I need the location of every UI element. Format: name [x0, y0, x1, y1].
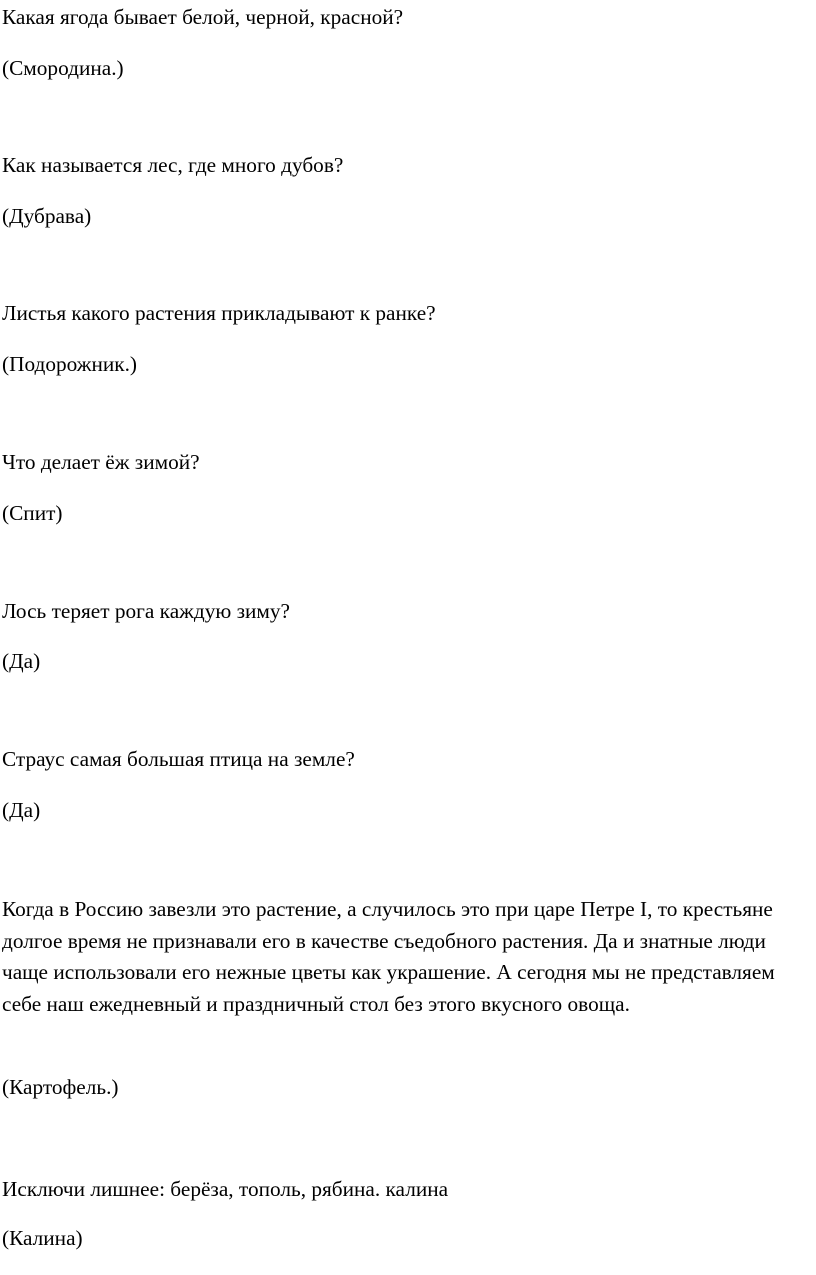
answer-2: (Дубрава) [2, 204, 92, 228]
question-5: Лось теряет рога каждую зиму? [2, 599, 290, 623]
answer-4: (Спит) [2, 501, 63, 525]
answer-6: (Да) [2, 798, 41, 822]
question-4: Что делает ёж зимой? [2, 450, 200, 474]
question-8: Исключи лишнее: берёза, тополь, рябина. калина [2, 1177, 449, 1201]
question-3: Листья какого растения прикладывают к ранке? [2, 301, 436, 325]
answer-5: (Да) [2, 649, 41, 673]
answer-8: (Калина) [2, 1226, 83, 1250]
answer-1: (Смородина.) [2, 56, 124, 80]
question-1: Какая ягода бывает белой, черной, красной? [2, 5, 404, 29]
question-6: Страус самая большая птица на земле? [2, 747, 355, 771]
question-7: Когда в Россию завезли это растение, а случилось это при царе Петре I, то крестьяне долгое время не признавали его в качестве съедобного растения. Да и знатные люди чаще использовали его нежные цветы как украшение. А сегодня мы не представляем себе наш ежедневный и праздничный стол без этого вкусного овоща. [2, 897, 775, 1017]
answer-3: (Подорожник.) [2, 352, 138, 376]
answer-7: (Картофель.) [2, 1075, 119, 1099]
question-2: Как называется лес, где много дубов? [2, 153, 344, 177]
